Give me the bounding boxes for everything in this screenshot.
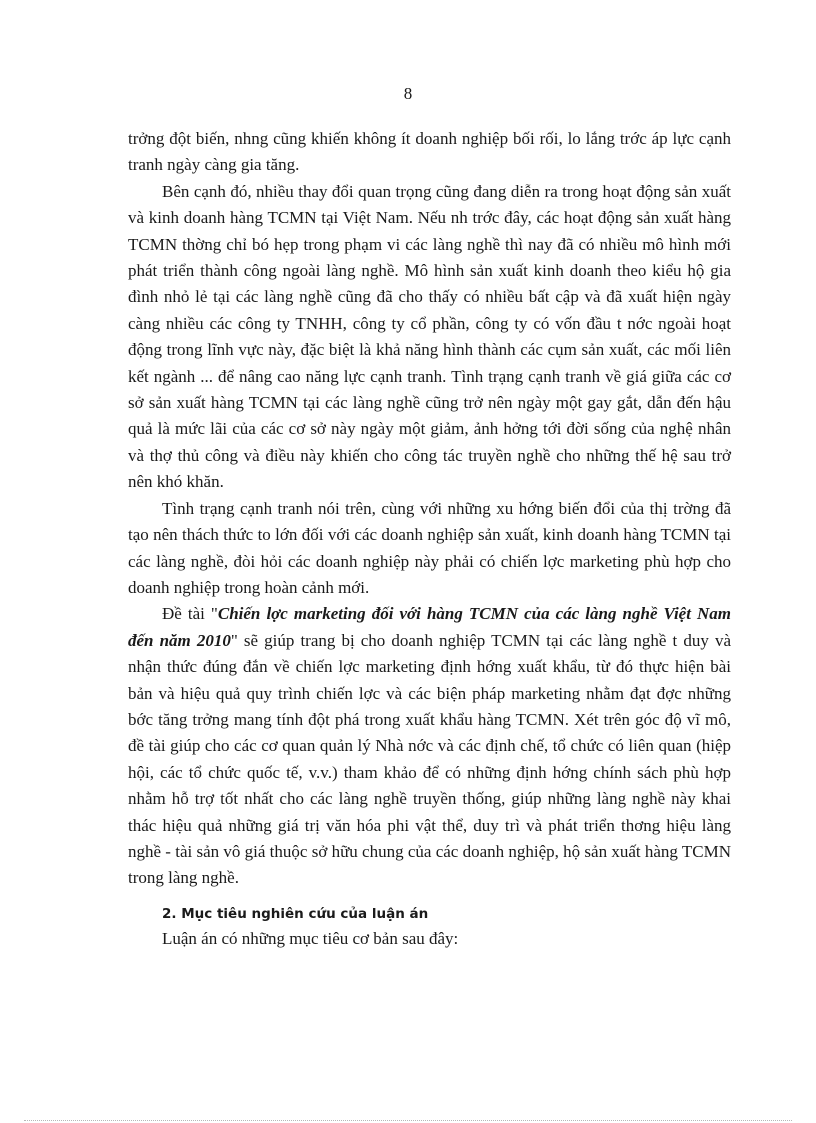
paragraph-continuation: trởng đột biến, nhng cũng khiến không ít doanh nghiệp bối rối, lo lắng trớc áp lực cạnh tranh ngày càng gia tăng.: [128, 129, 731, 175]
footer-divider: [24, 1120, 792, 1121]
topic-body-text: " sẽ giúp trang bị cho doanh nghiệp TCMN tại các làng nghề t duy và nhận thức đúng đắn về chiến lợc marketing định hớng xuất khẩu, từ đó thực hiện bài bản và hiệu quả quy trình chiến lợc và các biện pháp marketing nhằm đạt đợc những bớc tăng trởng mang tính đột phá trong xuất khẩu hàng TCMN. Xét trên góc độ vĩ mô, đề tài giúp cho các cơ quan quản lý Nhà nớc và các định chế, tổ chức có liên quan (hiệp hội, các tổ chức quốc tế, v.v.) tham khảo để có những định hớng chính sách phù hợp nhằm hỗ trợ tốt nhất cho các làng nghề truyền thống, giúp những làng nghề này khai thác hiệu quả những giá trị văn hóa phi vật thể, duy trì và phát triển thơng hiệu làng nghề - tài sản vô giá thuộc sở hữu chung của các doanh nghiệp, hộ sản xuất hàng TCMN trong làng nghề.: [128, 630, 731, 888]
section-heading: 2. Mục tiêu nghiên cứu của luận án: [162, 905, 429, 922]
page-number: 8: [403, 84, 413, 103]
paragraph-topic: [128, 601, 731, 891]
topic-intro-text: Đề tài ": [162, 604, 218, 624]
paragraph-objectives-intro: Luận án có những mục tiêu cơ bản sau đây:: [162, 928, 459, 948]
thesis-title: Chiến lợc marketing đối với hàng TCMN của các làng nghề Việt Nam đến năm 2010: [128, 604, 731, 650]
document-body: [128, 126, 731, 952]
paragraph-competition: Tình trạng cạnh tranh nói trên, cùng với những xu hớng biến đổi của thị trờng đã tạo nên thách thức to lớn đối với các doanh nghiệp sản xuất, kinh doanh hàng TCMN tại các làng nghề, đòi hỏi các doanh nghiệp này phải có chiến lợc marketing phù hợp cho doanh nghiệp trong hoàn cảnh mới.: [128, 498, 731, 597]
paragraph-changes: Bên cạnh đó, nhiều thay đổi quan trọng cũng đang diễn ra trong hoạt động sản xuất và kinh doanh hàng TCMN tại Việt Nam. Nếu nh trớc đây, các hoạt động sản xuất hàng TCMN thờng chỉ bó hẹp trong phạm vi các làng nghề thì nay đã có nhiều mô hình mới phát triển thành công ngoài làng nghề. Mô hình sản xuất kinh doanh theo kiểu hộ gia đình nhỏ lẻ tại các làng nghề cũng đã cho thấy có nhiều bất cập và đã xuất hiện ngày càng nhiều các công ty TNHH, công ty cổ phần, công ty có vốn đầu t nớc ngoài hoạt động trong lĩnh vực này, đặc biệt là khả năng hình thành các cụm sản xuất, các mối liên kết ngành ... để nâng cao năng lực cạnh tranh. Tình trạng cạnh tranh về giá giữa các cơ sở sản xuất hàng TCMN tại các làng nghề cũng trở nên ngày một gay gắt, dẫn đến hậu quả là mức lãi của các cơ sở này ngày một giảm, ảnh hởng tới đời sống của nghệ nhân và thợ thủ công và điều này khiến cho công tác truyền nghề cho những thế hệ sau trở nên khó khăn.: [128, 181, 731, 492]
